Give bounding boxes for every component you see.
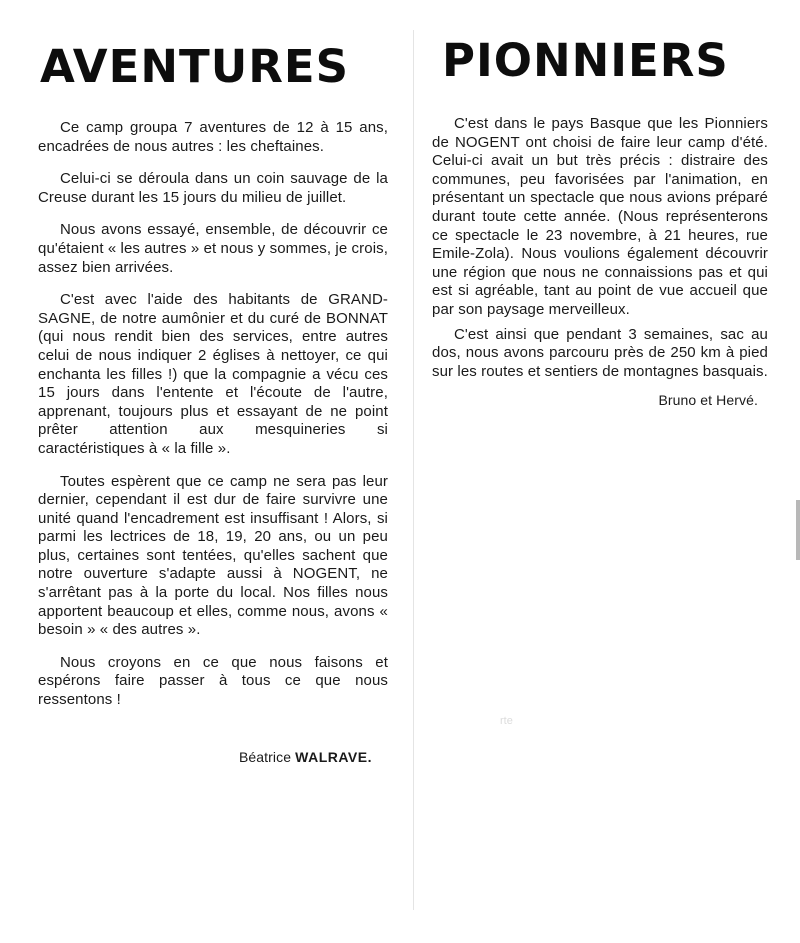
- aventures-body: [38, 119, 388, 710]
- aventures-paragraph-2: Celui-ci se déroula dans un coin sauvage de la Creuse durant les 15 jours du milieu de juillet.: [38, 170, 388, 206]
- aventures-paragraph-4: C'est avec l'aide des habitants de GRAND-SAGNE, de notre aumônier et du curé de BONNAT (qui nous rendit bien des services, entre autres celui de nous indiquer 2 églises à nettoyer, ce qui enchanta les filles !) que la compagnie a vécu ces 15 jours dans l'entente et l'écoute de l'autre, apprenant, toujours plus et essayant de ne point prêter attention aux mesquineries si caractéristiques à « la fille ».: [38, 291, 388, 457]
- pionniers-paragraph-2: C'est ainsi que pendant 3 semaines, sac au dos, nous avons parcouru près de 250 km à pied sur les routes et sentiers de montagnes basquais.: [432, 325, 768, 380]
- column-divider: [413, 30, 414, 910]
- aventures-paragraph-5: Toutes espèrent que ce camp ne sera pas leur dernier, cependant il est dur de faire survivre une unité quand l'encadrement est insuffisant ! Alors, si parmi les lectrices de 18, 19, 20 ans, ou un peu plus, certaines sont tentées, qu'elles sachent que notre ouverture s'adapte aussi à NOGENT, ne s'arrêtant pas à la porte du local. Nos filles nous apportent beaucoup et elles, comme nous, avons « besoin » « des autres ».: [38, 472, 388, 639]
- pionniers-signature: Bruno et Hervé.: [658, 392, 758, 409]
- signature-last-name: WALRAVE.: [295, 748, 372, 765]
- pionniers-title: PIONNIERS: [442, 34, 729, 87]
- aventures-paragraph-3: Nous avons essayé, ensemble, de découvrir ce qu'étaient « les autres » et nous y sommes, je crois, assez bien arrivées.: [38, 221, 388, 276]
- aventures-signature: [38, 748, 388, 767]
- pionniers-column: [432, 34, 768, 416]
- scan-edge-mark: [796, 500, 800, 560]
- pionniers-paragraph-1: C'est dans le pays Basque que les Pionniers de NOGENT ont choisi de faire leur camp d'été. Celui-ci avait un but très précis : distraire des communes, peu favorisées par l'animation, en présentant un spectacle que nous avions préparé durant toute cette année. (Nous représenterons ce spectacle le 23 novembre, à 21 heures, rue Emile-Zola). Nous voulions également découvrir une région que nous ne connaissions pas et qui est si agréable, tant au point de vue accueil que par son paysage merveilleux.: [432, 115, 768, 318]
- pionniers-body: [432, 115, 768, 381]
- aventures-paragraph-1: Ce camp groupa 7 aventures de 12 à 15 ans, encadrées de nous autres : les cheftaines.: [38, 119, 388, 155]
- aventures-title: AVENTURES: [40, 40, 350, 93]
- signature-first-name: Béatrice: [238, 748, 292, 765]
- aventures-paragraph-6: Nous croyons en ce que nous faisons et espérons faire passer à tous ce que nous ressentons !: [38, 653, 388, 709]
- faint-smudge: rte: [500, 715, 513, 727]
- aventures-column: [38, 40, 388, 766]
